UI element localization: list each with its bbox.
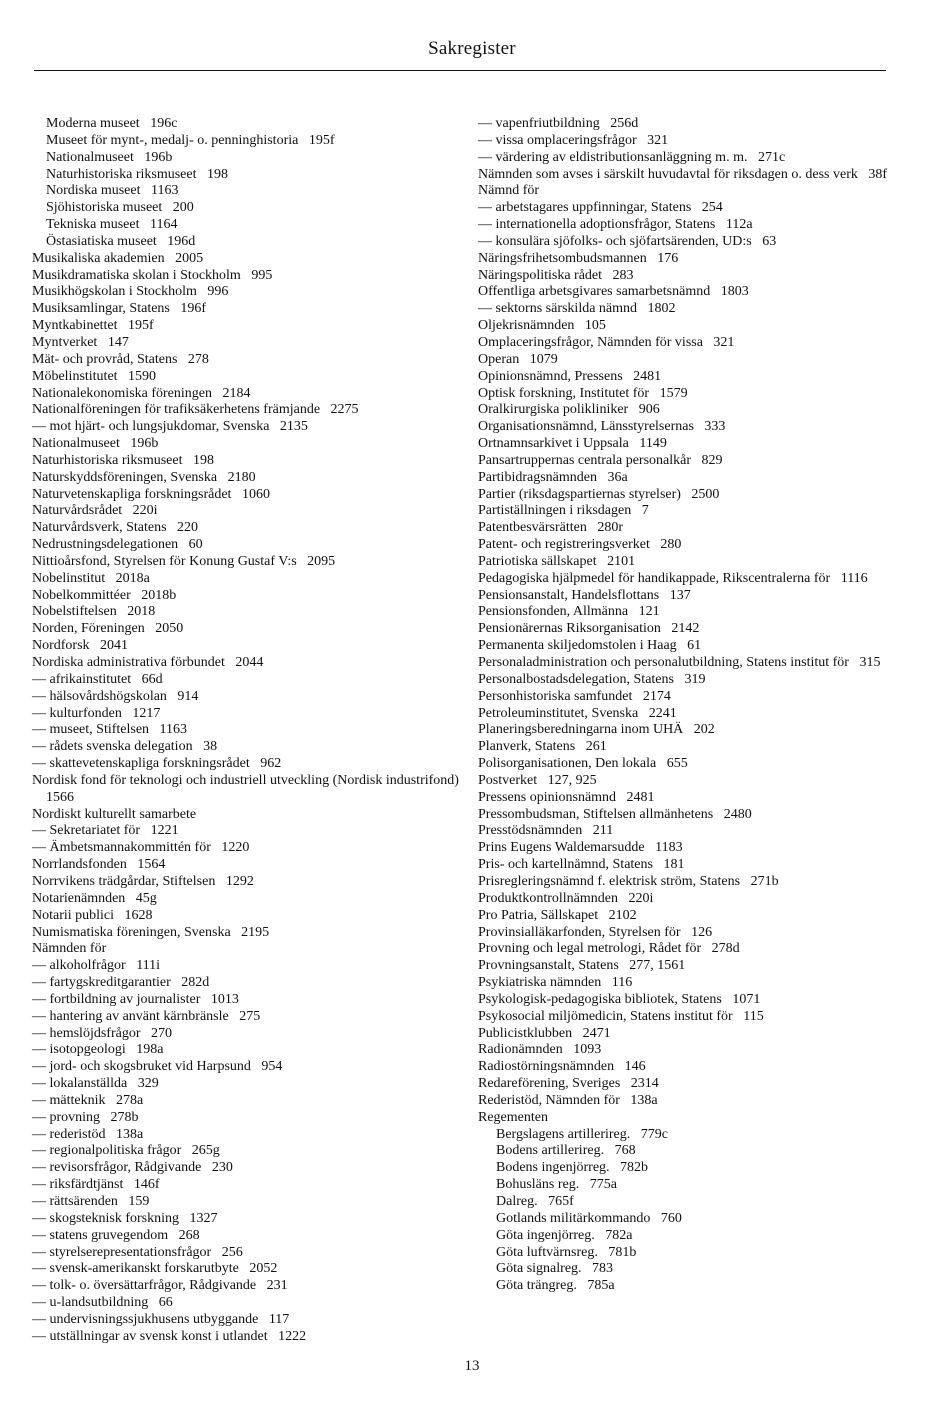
index-entry: Pedagogiska hjälpmedel för handikappade, Rikscentralerna för 1116 <box>478 570 868 586</box>
index-entry: Myntkabinettet 195f <box>32 318 154 334</box>
index-entry: Postverket 127, 925 <box>478 772 597 788</box>
index-entry: Nämnden som avses i särskilt huvudavtal för riksdagen o. dess verk 38f <box>478 166 888 182</box>
index-entry: Omplaceringsfrågor, Nämnden för vissa 321 <box>478 334 735 350</box>
index-entry: Partier (riksdagspartiernas styrelser) 2500 <box>478 486 720 502</box>
index-entry: — värdering av eldistributionsanläggning m. m. 271c <box>478 149 786 165</box>
index-entry: Bergslagens artillerireg. 779c <box>496 1126 668 1142</box>
index-entry: — mot hjärt- och lungsjukdomar, Svenska 2135 <box>32 419 308 435</box>
index-entry: Planverk, Statens 261 <box>478 739 607 755</box>
index-entry: — alkoholfrågor 111i <box>32 958 161 974</box>
index-entry: Myntverket 147 <box>32 334 129 350</box>
index-entry: Planeringsberedningarna inom UHÄ 202 <box>478 722 715 738</box>
index-entry: Naturvårdsrådet 220i <box>32 503 158 519</box>
index-entry: — fartygskreditgarantier 282d <box>32 975 210 991</box>
index-entry: Näringsfrihetsombudsmannen 176 <box>478 250 679 266</box>
index-entry: Göta trängreg. 785a <box>496 1278 615 1294</box>
index-entry: Sjöhistoriska museet 200 <box>46 200 194 216</box>
index-entry: — arbetstagares uppfinningar, Statens 254 <box>478 200 723 216</box>
index-entry: Norrvikens trädgårdar, Stiftelsen 1292 <box>32 873 254 889</box>
index-entry: Nobelkommittéer 2018b <box>32 587 177 603</box>
index-entry: Naturvårdsverk, Statens 220 <box>32 520 199 536</box>
index-entry: — museet, Stiftelsen 1163 <box>32 722 188 738</box>
index-entry: Radiostörningsnämnden 146 <box>478 1059 646 1075</box>
index-entry: Oljekrisnämnden 105 <box>478 318 606 334</box>
index-entry: Musikaliska akademien 2005 <box>32 250 204 266</box>
index-entry: — kulturfonden 1217 <box>32 705 161 721</box>
index-entry: Presstödsnämnden 211 <box>478 823 614 839</box>
index-entry: — Ämbetsmannakommittén för 1220 <box>32 840 250 856</box>
index-entry: — rådets svenska delegation 38 <box>32 739 218 755</box>
index-entry: — sektorns särskilda nämnd 1802 <box>478 301 676 317</box>
header-rule <box>34 70 886 71</box>
index-entry: Göta signalreg. 783 <box>496 1261 614 1277</box>
index-column-left <box>32 116 468 1346</box>
index-entry: — internationella adoptionsfrågor, Statens 112a <box>478 217 753 233</box>
index-entry: Nationalmuseet 196b <box>46 149 173 165</box>
index-entry: — afrikainstitutet 66d <box>32 671 163 687</box>
index-entry: Publicistklubben 2471 <box>478 1025 611 1041</box>
index-entry: Psykosocial miljömedicin, Statens institut för 115 <box>478 1008 764 1024</box>
index-entry: Pensionärernas Riksorganisation 2142 <box>478 621 700 637</box>
index-entry: Moderna museet 196c <box>46 116 178 131</box>
index-entry: — statens gruvegendom 268 <box>32 1227 200 1243</box>
index-entry: Norden, Föreningen 2050 <box>32 621 184 637</box>
index-entry: Psykologisk-pedagogiska bibliotek, Statens 1071 <box>478 991 761 1007</box>
index-entry: — rättsärenden 159 <box>32 1194 150 1209</box>
index-entry: — utställningar av svensk konst i utlandet 1222 <box>32 1328 307 1344</box>
index-entry: Personaladministration och personalutbildning, Statens institut för 315 <box>478 655 881 670</box>
index-entry: Pressombudsman, Stiftelsen allmänhetens 2480 <box>478 806 752 822</box>
index-entry: — hälsovårdshögskolan 914 <box>32 688 199 704</box>
index-entry: — tolk- o. översättarfrågor, Rådgivande 231 <box>32 1278 288 1294</box>
index-entry: Nobelstiftelsen 2018 <box>32 604 156 620</box>
index-entry: Göta luftvärnsreg. 781b <box>496 1244 637 1260</box>
page-number: 13 <box>464 1358 480 1374</box>
index-entry: Naturskyddsföreningen, Svenska 2180 <box>32 469 256 485</box>
index-entry: — revisorsfrågor, Rådgivande 230 <box>32 1160 233 1176</box>
index-entry: Gotlands militärkommando 760 <box>496 1210 682 1226</box>
index-entry: Notarienämnden 45g <box>32 890 157 906</box>
index-entry: Pro Patria, Sällskapet 2102 <box>478 907 637 923</box>
index-column-right <box>478 116 898 1295</box>
index-entry: Pris- och kartellnämnd, Statens 181 <box>478 857 685 873</box>
index-entry: Notarii publici 1628 <box>32 907 153 923</box>
index-entry: Personhistoriska samfundet 2174 <box>478 688 671 704</box>
index-entry: — styrelserepresentationsfrågor 256 <box>32 1244 243 1260</box>
index-entry: Opinionsnämnd, Pressens 2481 <box>478 368 662 384</box>
index-entry: — konsulära sjöfolks- och sjöfartsärenden, UD:s 63 <box>478 233 777 249</box>
index-entry: Ortnamnsarkivet i Uppsala 1149 <box>478 436 667 452</box>
index-entry: Tekniska museet 1164 <box>46 217 178 233</box>
index-entry: Nobelinstitut 2018a <box>32 570 150 586</box>
index-entry: Redareförening, Sveriges 2314 <box>478 1076 659 1092</box>
index-entry: Polisorganisationen, Den lokala 655 <box>478 756 688 772</box>
index-entry: Pansartruppernas centrala personalkår 829 <box>478 452 723 468</box>
index-entry: — skogsteknisk forskning 1327 <box>32 1210 218 1226</box>
index-entry: — provning 278b <box>32 1109 139 1125</box>
index-entry: Naturvetenskapliga forskningsrådet 1060 <box>32 486 270 502</box>
index-entry: Provinsialläkarfonden, Styrelsen för 126 <box>478 924 713 940</box>
index-entry: Museet för mynt-, medalj- o. penninghistoria 195f <box>46 132 335 148</box>
index-entry: — u-landsutbildning 66 <box>32 1295 173 1311</box>
index-entry: Offentliga arbetsgivares samarbetsnämnd 1803 <box>478 284 749 300</box>
index-entry: — jord- och skogsbruket vid Harpsund 954 <box>32 1059 283 1075</box>
index-entry: Möbelinstitutet 1590 <box>32 368 157 384</box>
index-entry: Nordiskt kulturellt samarbete <box>32 806 197 822</box>
index-entry: — vapenfriutbildning 256d <box>478 116 639 131</box>
index-entry: Musikdramatiska skolan i Stockholm 995 <box>32 267 273 283</box>
index-entry: Organisationsnämnd, Länsstyrelsernas 333 <box>478 419 726 435</box>
index-entry: Prins Eugens Waldemarsudde 1183 <box>478 840 683 856</box>
index-entry: Partiställningen i riksdagen 7 <box>478 503 649 519</box>
index-entry: Regementen <box>478 1109 548 1125</box>
index-entry: — riksfärdtjänst 146f <box>32 1177 160 1193</box>
index-entry: — hemslöjdsfrågor 270 <box>32 1025 172 1041</box>
index-entry: Pensionsfonden, Allmänna 121 <box>478 604 660 620</box>
index-entry: Operan 1079 <box>478 351 558 367</box>
index-entry: — svensk-amerikanskt forskarutbyte 2052 <box>32 1261 278 1277</box>
index-entry: Radionämnden 1093 <box>478 1042 602 1058</box>
index-entry: — regionalpolitiska frågor 265g <box>32 1143 220 1159</box>
index-entry: Provningsanstalt, Statens 277, 1561 <box>478 958 686 974</box>
index-entry: Nordforsk 2041 <box>32 638 129 654</box>
index-entry: Nationalföreningen för trafiksäkerhetens främjande 2275 <box>32 402 359 418</box>
index-entry: Patent- och registreringsverket 280 <box>478 537 682 553</box>
index-entry: Bohusläns reg. 775a <box>496 1177 617 1193</box>
index-entry: Nämnd för <box>478 183 540 199</box>
index-entry: Rederistöd, Nämnden för 138a <box>478 1092 658 1108</box>
index-entry: — isotopgeologi 198a <box>32 1042 164 1058</box>
index-entry: Östasiatiska museet 196d <box>46 233 196 249</box>
index-entry: Musikhögskolan i Stockholm 996 <box>32 284 229 300</box>
index-entry: — skattevetenskapliga forskningsrådet 962 <box>32 756 282 772</box>
index-entry: — undervisningssjukhusens utbyggande 117 <box>32 1311 290 1327</box>
index-entry: Produktkontrollnämnden 220i <box>478 890 654 906</box>
index-entry: Nordiska museet 1163 <box>46 183 179 199</box>
index-entry: Göta ingenjörreg. 782a <box>496 1227 633 1243</box>
index-entry: Nittioårsfond, Styrelsen för Konung Gustaf V:s 2095 <box>32 553 336 569</box>
index-entry: Dalreg. 765f <box>496 1194 574 1209</box>
index-entry: Numismatiska föreningen, Svenska 2195 <box>32 924 270 940</box>
index-entry: Oralkirurgiska polikliniker 906 <box>478 402 660 418</box>
index-entry: Pensionsanstalt, Handelsflottans 137 <box>478 587 691 603</box>
index-entry: Nordiska administrativa förbundet 2044 <box>32 655 264 670</box>
index-entry: Nationalmuseet 196b <box>32 436 159 452</box>
index-entry: Psykiatriska nämnden 116 <box>478 975 633 991</box>
index-entry: — rederistöd 138a <box>32 1126 144 1142</box>
page-title: Sakregister <box>428 38 516 59</box>
index-entry: Optisk forskning, Institutet för 1579 <box>478 385 688 401</box>
index-entry: Patentbesvärsrätten 280r <box>478 520 624 536</box>
index-entry: Nordisk fond för teknologi och industriell utveckling (Nordisk industrifond) 1566 <box>32 772 470 805</box>
index-entry: Norrlandsfonden 1564 <box>32 857 166 873</box>
index-entry: Partibidragsnämnden 36a <box>478 469 628 485</box>
index-entry: Provning och legal metrologi, Rådet för 278d <box>478 941 740 957</box>
index-entry: — Sekretariatet för 1221 <box>32 823 179 839</box>
index-entry: Pressens opinionsnämnd 2481 <box>478 789 655 805</box>
index-entry: — lokalanställda 329 <box>32 1076 159 1092</box>
index-entry: Nationalekonomiska föreningen 2184 <box>32 385 251 401</box>
index-entry: Permanenta skiljedomstolen i Haag 61 <box>478 638 702 654</box>
index-entry: Patriotiska sällskapet 2101 <box>478 553 636 569</box>
index-entry: — fortbildning av journalister 1013 <box>32 991 239 1007</box>
index-entry: Naturhistoriska riksmuseet 198 <box>46 166 228 182</box>
index-entry: Personalbostadsdelegation, Statens 319 <box>478 671 706 687</box>
index-entry: Bodens ingenjörreg. 782b <box>496 1160 649 1176</box>
index-entry: Nedrustningsdelegationen 60 <box>32 537 203 553</box>
index-entry: Prisregleringsnämnd f. elektrisk ström, Statens 271b <box>478 873 779 889</box>
index-entry: Naturhistoriska riksmuseet 198 <box>32 452 214 468</box>
index-entry: Mät- och provråd, Statens 278 <box>32 351 209 367</box>
index-entry: Petroleuminstitutet, Svenska 2241 <box>478 705 677 721</box>
index-entry: — mätteknik 278a <box>32 1092 144 1108</box>
index-entry: Näringspolitiska rådet 283 <box>478 267 634 283</box>
index-entry: Bodens artillerireg. 768 <box>496 1143 636 1159</box>
index-entry: — hantering av använt kärnbränsle 275 <box>32 1008 261 1024</box>
index-entry: — vissa omplaceringsfrågor 321 <box>478 132 669 148</box>
index-entry: Nämnden för <box>32 941 107 957</box>
index-entry: Musiksamlingar, Statens 196f <box>32 301 207 317</box>
